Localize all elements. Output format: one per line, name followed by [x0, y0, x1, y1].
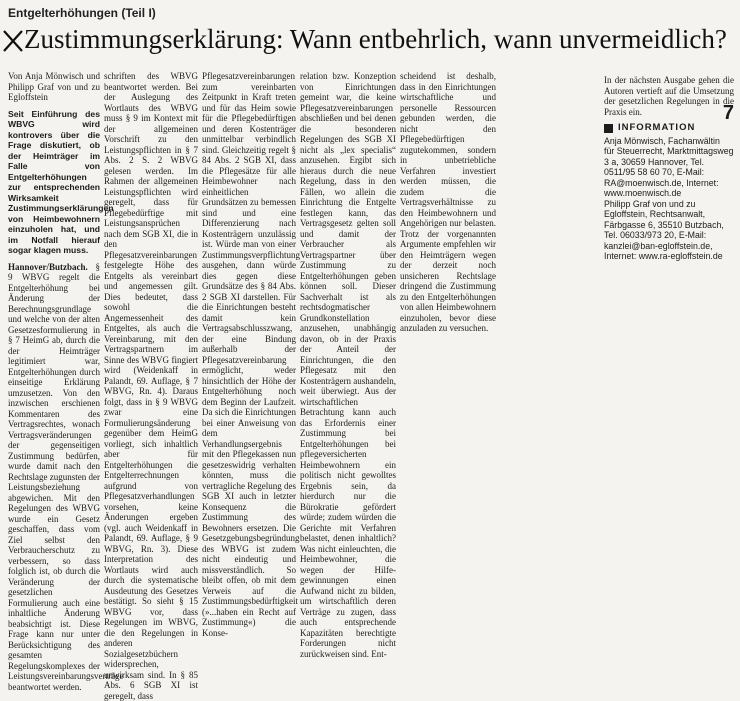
- info-line: Egloffstein, Rechtsanwalt,: [604, 209, 706, 219]
- info-line: www.moenwisch.de: [604, 188, 682, 198]
- author-line: Von Anja Mönwisch und Philipp Graf von und zu Egloffstein: [8, 71, 100, 102]
- headline: Zustimmungserklärung: Wann entbehrlich, wann unvermeidlich?: [24, 24, 727, 54]
- headline-block: [2, 22, 738, 58]
- kicker: Entgelterhöhungen (Teil I): [8, 6, 156, 20]
- info-line: kanzlei@ban-egloffstein.de,: [604, 240, 713, 251]
- info-title-text: INFORMATION: [618, 122, 696, 133]
- end-mark: 7: [722, 101, 734, 124]
- column-5: [400, 71, 496, 533]
- info-line: RA@moenwisch.de, Internet:: [604, 177, 719, 188]
- info-line: für Steuerrecht, Marktmittagsweg 3 a, 30659 Hannover, Tel.: [604, 146, 734, 167]
- info-box: [604, 136, 734, 262]
- info-line: Färbgasse 6, 35510 Butzbach,: [604, 219, 724, 230]
- info-line: 0511/95 58 60 70, E-Mail:: [604, 167, 705, 177]
- body-paragraph: schriften des WBVG beantwortet werden. Bei der Auslegung des Wortlauts des WBVG muss § 9 im Kontext mit der allgemeinen Vorschrift zu den Leistungspflichten in § 7 Abs. 2 S. 2 WBVG gelesen werden. Im Rahmen der allgemeinen Leistungspflichten wird geregelt, dass für Pflegebedürftige mit Leistungsansprüchen nach dem SGB XI, die in den Pflegesatzvereinbarungen festgelegte Höhe des Entgelts als vereinbart und angemessen gilt. Dies bedeutet, dass sowohl die Angemessenheit des Entgeltes, als auch die Vereinbarung, mit den Vertragspartnern im Sinne des WBVG fingiert wird (Weidenkaff in Palandt, 69. Auflage, § 7 WBVG, Rn. 4). Daraus folgt, dass in § 9 WBVG zwar eine Formulierungsänderung gegenüber dem HeimG vorliegt, sich inhaltlich aber für Entgelterhöhungen die Entgelterrechnungen aufgrund von Pflegesatzverhandlungen vorsehen, keine Änderungen ergeben (vgl. auch Weidenkaff in Palandt, 69. Auflage, § 9 WBVG, Rn. 3). Diese Interpretation des Wortlauts wird auch durch die systematische Ausdeutung des Gesetzes bestätigt. So sieht § 15 WBVG vor, dass Regelungen im WBVG, die den Regelungen in anderen Sozialgesetzbüchern widersprechen, unwirksam sind. In § 85 Abs. 6 SGB XI ist geregelt, dass: [104, 71, 198, 701]
- info-line: Internet: www.ra-egloffstein.de: [604, 251, 723, 261]
- body-paragraph: [8, 261, 124, 693]
- column-6: [604, 71, 734, 533]
- info-box-title: [604, 123, 734, 134]
- column-3: [202, 71, 300, 638]
- dateline: Hannover/Butzbach.: [8, 261, 88, 272]
- column-4: [300, 71, 396, 659]
- closing-paragraph: [604, 75, 734, 124]
- info-line: Philipp Graf von und zu: [604, 198, 696, 209]
- lead-paragraph: Seit Einführung des WBVG wird kontrovers über die Frage diskutiert, ob der Heimträger im Falle von Entgelterhöhungen zur entsprechenden Wirksamkeit Zustimmungserklärungen von Heimbewohnern einzuholen hat, und im Notfall hierauf sogar klagen muss.: [8, 108, 114, 255]
- column-2: [104, 71, 198, 701]
- column-1: [8, 71, 124, 692]
- closing-text: In der nächsten Ausgabe gehen die Autoren vertieft auf die Umsetzung der gesetzlichen Regelungen in die Praxis ein.: [604, 75, 734, 117]
- square-bullet-icon: [604, 124, 613, 133]
- info-line: Anja Mönwisch, Fachanwältin: [604, 135, 720, 146]
- info-line: Tel. 06033/973 20, E-Mail:: [604, 230, 707, 240]
- body-paragraph: scheidend ist deshalb, dass in den Einrichtungen wirtschaftliche und personelle Ressourcen gebunden werden, die nicht den Pflegebedürftigen zugutekommen, sondern in unbetriebliche Verfahren investiert werden müssen, die zudem die Vertragsverhältnisse zu den Heimbewohnern und Angehörigen nur belasten. Trotz der vorgenannten Argumente empfehlen wir den Heimträgern wegen der derzeit noch unsicheren Rechtslage dringend die Zustimmung zu den Entgelterhöhungen von allen Heimbewohnern einzuholen, bevor diese anzuladen zu versuchen.: [400, 71, 496, 333]
- body-text: § 9 WBVG regelt die Entgelterhöhung bei Änderung der Berechnungsgrundlage und welche von der alten Gesetzesformulierung in § 7 HeimG ab, durch die der Heimträger legitimiert war, Entgelterhöhungen durch einseitige Erklärung umzusetzen. Von den inzwischen erschienen Kommentaren des Vertragsrechtes, wonach Vertragsveränderungen der gegenseitigen Zustimmung bedürfen, wurde damit nach den Rechtslage zugunsten der Leistungsbeziehung abgewichen. Mit den Regelungen des WBVG wurde ein Gesetz geschaffen, dass vom Ziel selbst den Verbraucherschutz zu verbessern, so dass folglich ist, ob durch die Veränderung der gesetzlichen Formulierung auch eine inhaltliche Änderung beabsichtigt ist. Diese Frage kann nur unter Berücksichtigung des gesamten Regelungskomplexes der Leistungsvereinbarungsverträge beantwortet werden.: [8, 261, 124, 692]
- cross-mark-icon: [2, 28, 24, 54]
- body-paragraph: relation bzw. Konzeption von Einrichtungen gemeint war, die keine Pflegesatzvereinbarungen abschließen und bei denen die besonderen Regelungen des SGB XI nicht als „lex specialis“ anzusehen. Ergibt sich hieraus durch die neue Regelung, dass in den Fällen, wo allein die Einrichtung die Entgelte festlegen kann, das Vertragsgesetz gelten soll und damit der Verbraucher als Vertragspartner über Zustimmung zu Entgelterhöhungen geben können soll. Dieser Sachverhalt ist als rechtsdogmatischer Grundkonstellation anzusehen, unabhängig davon, ob in der Praxis der Anteil der Einrichtungen, die den Pflegesatz mit den Kostenträgern aushandeln, weit überwiegt. Aus der wirtschaftlichen Betrachtung kann auch das Erfordernis einer Zustimmung bei Entgelterhöhungen bei pflegeversicherten Heimbewohnern ein politisch nicht gewolltes Ergebnis sein, da hierdurch nur die Bürokratie gefördert würde; zudem würden die Gerichte mit Verfahren belastet, denen inhaltlich? Was nicht einleuchten, die Heimbewohner, die wegen der Hilfe-gewinnungen einen Aufwand nicht zu bilden, um wirtschaftlich deren Verträge zu zugen, dass auch entsprechende Kapazitäten berechtigte Forderungen nicht zurückweisen sind. Ent-: [300, 71, 396, 659]
- body-paragraph: Pflegesatzvereinbarungen zum vereinbarten Zeitpunkt in Kraft treten und für das Heim sowie für die Pflegebedürftigen und deren Kostenträger unmittelbar verbindlich sind. Gleichzeitig regelt § 84 Abs. 2 SGB XI, dass die Pflegesätze für alle Heimbewohner nach einheitlichen Grundsätzen zu bemessen sind und eine Differenzierung nach Kostenträgern unzulässig ist. Würde man von einer Zustimmungsverpflichtung ausgehen, dann würde dies gegen diese Grundsätze des § 84 Abs. 2 SGB XI darstellen. Für die Einrichtungen besteht damit kein Vertragsabschlusszwang, der eine Bindung außerhalb der Pflegesatzvereinbarung ermöglicht, weder hinsichtlich der Höhe der Entgelterhöhung noch dem Beginn der Laufzeit. Da sich die Einrichtungen bei einer Anweisung von dem Verhandlungsergebnis mit den Pflegekassen nun gesetzeswidrig verhalten könnten, muss die vertragliche Regelung des SGB XI auch in letzter Konsequenz die Zustimmung des Bewohners ersetzen. Die Gesetzgebungsbegründung des WBVG ist zudem nicht eindeutig und missverständlich. So bleibt offen, ob mit dem Verweis auf die Zustimmungsbedürftigkeit (»...haben ein Recht auf Zustimmung«) die Konse-: [202, 71, 300, 638]
